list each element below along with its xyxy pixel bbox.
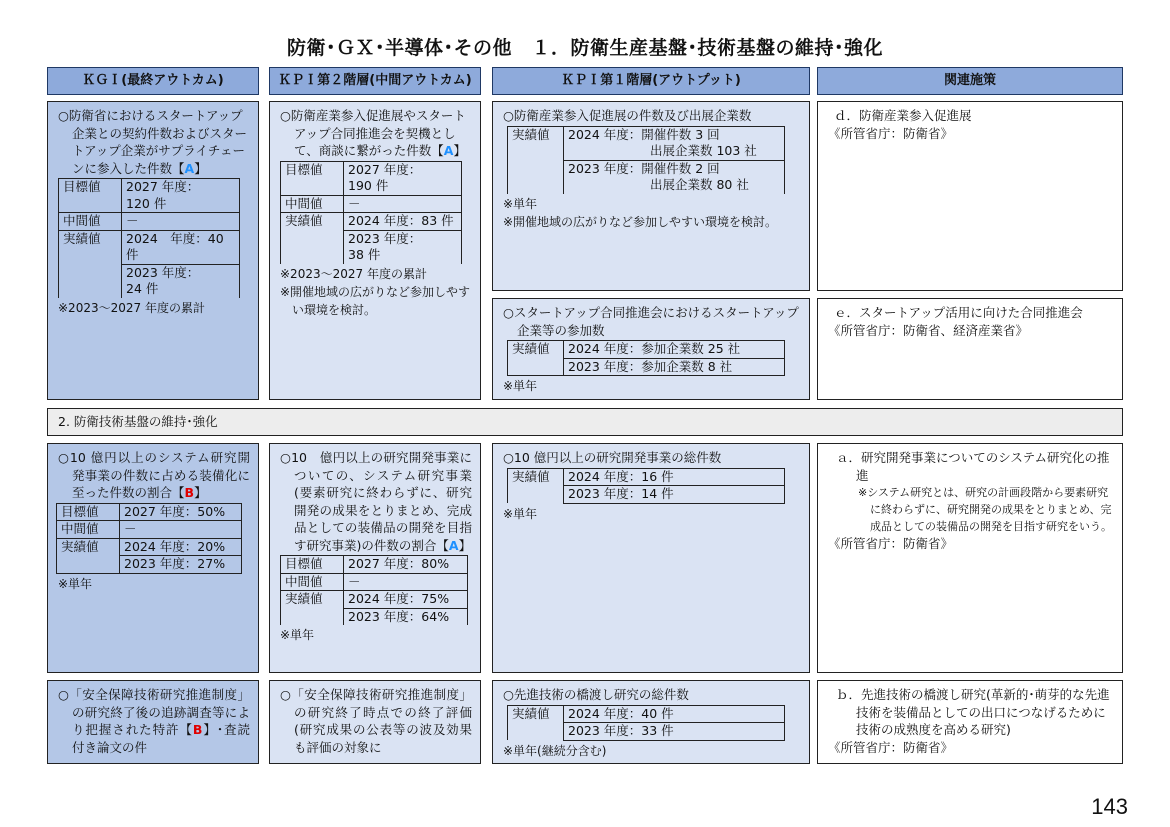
- rating-badge: B: [184, 485, 195, 500]
- row1-kpi1a-values-table: 実績値 2024 年度：開催件数 3 回 出展企業数 103 社 2023 年度：開催件数 2 回 出展企業数 80 社: [507, 126, 785, 194]
- row2-kpi2-cell: [269, 443, 481, 673]
- header-kgi: ＫＧＩ(最終アウトカム): [47, 67, 259, 95]
- row2-kpi2-note: ※単年: [280, 628, 315, 642]
- measure-d-agency: 《所管省庁：防衛省》: [828, 125, 954, 141]
- row1-kpi1b-values-table: 実績値 2024 年度：参加企業数 25 社 2023 年度：参加企業数 8 社: [507, 340, 785, 376]
- row3-kpi1-note: ※単年(継続分含む): [503, 743, 607, 758]
- row1-kgi-note: ※2023～2027 年度の累計: [58, 300, 205, 315]
- header-measures: 関連施策: [817, 67, 1123, 95]
- row2-kpi2-indicator: ○10 億円以上の研究開発事業についての、システム研究事業(要素研究に終わらずに、研究開発の成果をとりまとめ、完成品としての装備品の開発を目指す研究事業)の件数の割合【A】: [280, 450, 472, 553]
- row3-kpi2-cell: [269, 680, 481, 764]
- page-title: 防衛･ＧＸ･半導体･その他 １．防衛生産基盤･技術基盤の維持･強化: [286, 37, 883, 59]
- row1-kpi2-note2: ※開催地域の広がりなど参加しやすい環境を検討。: [280, 285, 471, 317]
- section-2-title: 2. 防衛技術基盤の維持･強化: [47, 408, 1123, 436]
- rating-badge: A: [184, 160, 195, 176]
- row3-kpi1-cell: [492, 680, 810, 764]
- row1-kpi1a-indicator: ○防衛産業参入促進展の件数及び出展企業数: [503, 108, 752, 123]
- row3-kgi-cell: [47, 680, 259, 764]
- row3-kpi1-indicator: ○先進技術の橋渡し研究の総件数: [503, 687, 689, 702]
- measure-b-title: ｂ．先進技術の橋渡し研究(革新的･萌芽的な先進技術を装備品としての出口につなげるために技術の成熟度を高める研究): [836, 687, 1110, 737]
- row2-kgi-cell: [47, 443, 259, 673]
- header-kpi1: ＫＰＩ第１階層(アウトプット): [492, 67, 810, 95]
- row3-measure-b-cell: [817, 680, 1123, 764]
- measure-a-agency: 《所管省庁：防衛省》: [828, 536, 954, 551]
- header-kpi2: ＫＰＩ第２階層(中間アウトカム): [269, 67, 481, 95]
- row1-kpi1a-note1: ※単年: [503, 196, 538, 211]
- row1-kpi1a-cell: [492, 101, 810, 291]
- rating-badge: A: [448, 537, 459, 553]
- row3-kgi-indicator: ○「安全保障技術研究推進制度」の研究終了後の追跡調査等により把握された特許【B】･査読付き論文の件: [58, 687, 250, 755]
- row2-kgi-indicator: ○10 億円以上のシステム研究開発事業の件数に占める装備化に至った件数の割合【B】: [58, 450, 250, 500]
- row2-kgi-values-table: 目標値 2027 年度：50% 中間値 － 実績値 2024 年度：20% 2023 年度：27%: [56, 503, 242, 574]
- measure-e-title: ｅ．スタートアップ活用に向けた合同推進会: [834, 305, 1083, 320]
- row1-kgi-values-table: 目標値 2027 年度： 120 件 中間値 － 実績値 2024 年度：40 件 2023 年度： 24 件: [58, 178, 240, 298]
- row1-measure-d-cell: [817, 101, 1123, 291]
- measure-e-agency: 《所管省庁：防衛省、経済産業省》: [828, 322, 1029, 338]
- measure-a-note: ※システム研究とは、研究の計画段階から要素研究に終わらずに、研究開発の成果をとりまとめ、完成品としての装備品の開発を目指す研究をいう。: [858, 486, 1112, 533]
- row2-kgi-note: ※単年: [58, 576, 93, 591]
- row1-kpi2-values-table: 目標値 2027 年度： 190 件 中間値 － 実績値 2024 年度：83 件 2023 年度： 38 件: [280, 161, 462, 264]
- row2-kpi1-note: ※単年: [503, 506, 538, 521]
- row1-kpi1b-indicator: ○スタートアップ合同推進会におけるスタートアップ企業等の参加数: [503, 305, 799, 338]
- rating-badge: A: [443, 143, 454, 158]
- row1-kpi1b-note: ※単年: [503, 379, 538, 393]
- row2-measure-a-cell: [817, 443, 1123, 673]
- row1-kpi2-note1: ※2023～2027 年度の累計: [280, 266, 427, 281]
- row1-kgi-indicator: ○防衛省におけるスタートアップ企業との契約件数およびスタートアップ企業がサプライチェーンに参入した件数【A】: [58, 108, 248, 176]
- rating-badge: B: [192, 722, 203, 737]
- row2-kpi1-indicator: ○10 億円以上の研究開発事業の総件数: [503, 450, 722, 465]
- row2-kpi1-cell: [492, 443, 810, 673]
- row1-kpi1a-note2: ※開催地域の広がりなど参加しやすい環境を検討。: [503, 215, 778, 229]
- page-number: 143: [1091, 794, 1128, 819]
- measure-a-title: ａ．研究開発事業についてのシステム研究化の推進: [836, 450, 1110, 483]
- row1-kgi-cell: [47, 101, 259, 400]
- row1-kpi2-cell: [269, 101, 481, 400]
- row2-kpi1-values-table: 実績値 2024 年度：16 件 2023 年度：14 件: [507, 468, 785, 504]
- row2-kpi2-values-table: 目標値 2027 年度：80% 中間値 － 実績値 2024 年度：75% 2023 年度：64%: [280, 555, 468, 625]
- row1-kpi1b-cell: [492, 298, 810, 400]
- row1-kpi2-indicator: ○防衛産業参入促進展やスタートアップ合同推進会を契機として、商談に繋がった件数【A】: [280, 108, 466, 158]
- row3-kpi2-indicator: ○「安全保障技術研究推進制度」の研究終了時点での終了評価(研究成果の公表等の波及効果も評価の対象に: [280, 687, 472, 755]
- measure-b-agency: 《所管省庁：防衛省》: [828, 739, 954, 755]
- row1-measure-e-cell: [817, 298, 1123, 400]
- row3-kpi1-values-table: 実績値 2024 年度：40 件 2023 年度：33 件: [507, 705, 785, 741]
- measure-d-title: ｄ．防衛産業参入促進展: [834, 108, 972, 123]
